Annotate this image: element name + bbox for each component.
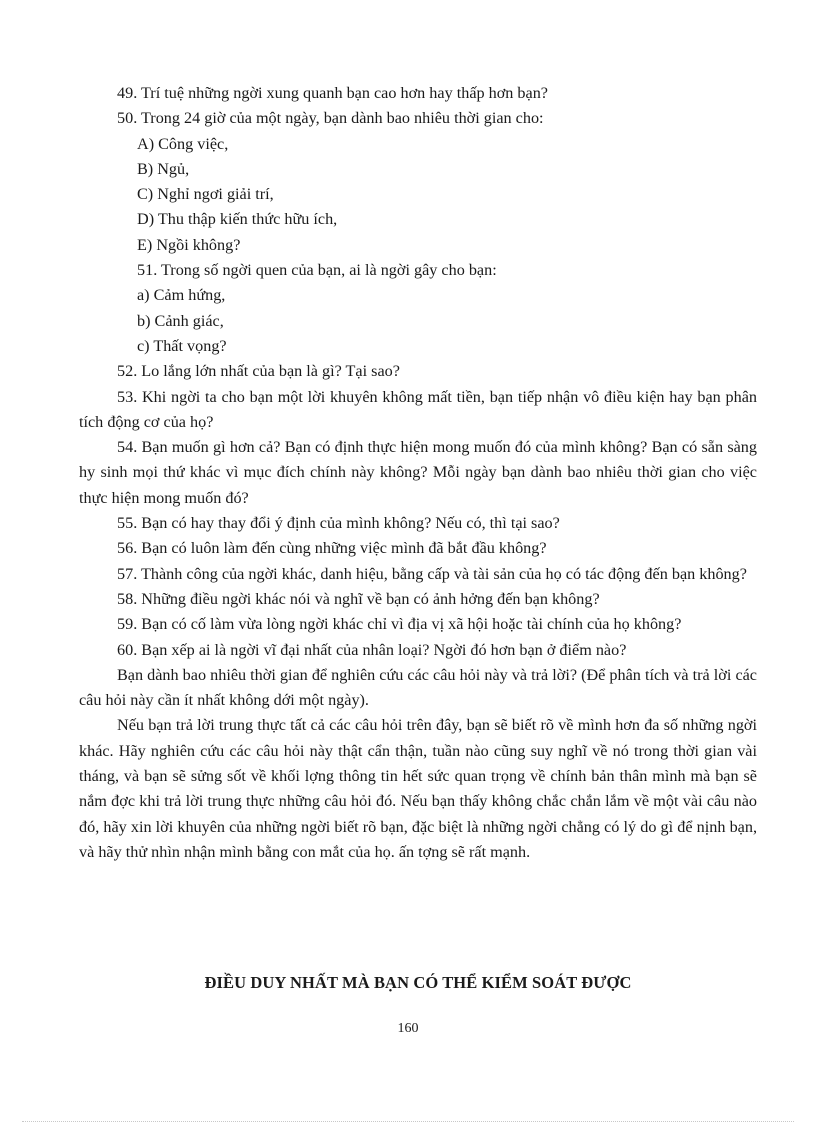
question-49: 49. Trí tuệ những ngời xung quanh bạn cao hơn hay thấp hơn bạn? <box>117 84 548 102</box>
question-51-option-a: a) Cảm hứng, <box>137 286 226 305</box>
paragraph-study-time: Bạn dành bao nhiêu thời gian để nghiên cứu các câu hỏi này và trả lời? (Để phân tích và trả lời các câu hỏi này cần ít nhất không dới một ngày). <box>79 665 757 710</box>
question-50-option-b: B) Ngủ, <box>137 159 190 178</box>
question-56: 56. Bạn có luôn làm đến cùng những việc mình đã bắt đầu không? <box>117 539 547 558</box>
question-50-option-c: C) Nghỉ ngơi giải trí, <box>137 185 274 204</box>
question-57: 57. Thành công của ngời khác, danh hiệu, bằng cấp và tài sản của họ có tác động đến bạn không? <box>117 564 747 583</box>
page-number: 160 <box>397 1021 419 1036</box>
question-50-option-e: E) Ngồi không? <box>137 235 241 254</box>
question-54: 54. Bạn muốn gì hơn cả? Bạn có định thực hiện mong muốn đó của mình không? Bạn có sẵn sàng hy sinh mọi thứ khác vì mục đích chính này không? Mỗi ngày bạn dành bao nhiêu thời gian cho việc thực hiện mong muốn đó? <box>79 438 757 507</box>
question-60: 60. Bạn xếp ai là ngời vĩ đại nhất của nhân loại? Ngời đó hơn bạn ở điểm nào? <box>117 640 627 659</box>
question-50: 50. Trong 24 giờ của một ngày, bạn dành bao nhiêu thời gian cho: <box>117 109 544 128</box>
question-50-option-d: D) Thu thập kiến thức hữu ích, <box>137 210 338 229</box>
question-51-option-b: b) Cảnh giác, <box>137 311 224 330</box>
question-51-option-c: c) Thất vọng? <box>137 336 227 355</box>
document-body <box>79 81 757 865</box>
question-50-option-a: A) Công việc, <box>137 134 229 153</box>
section-heading: ĐIỀU DUY NHẤT MÀ BẠN CÓ THỂ KIỂM SOÁT ĐƯỢC <box>204 973 632 992</box>
question-52: 52. Lo lắng lớn nhất của bạn là gì? Tại sao? <box>117 362 400 381</box>
footer-divider <box>22 1121 794 1122</box>
question-55: 55. Bạn có hay thay đổi ý định của mình không? Nếu có, thì tại sao? <box>117 514 560 533</box>
question-59: 59. Bạn có cố làm vừa lòng ngời khác chỉ vì địa vị xã hội hoặc tài chính của họ không? <box>117 615 682 634</box>
question-53: 53. Khi ngời ta cho bạn một lời khuyên không mất tiền, bạn tiếp nhận vô điều kiện hay bạn phân tích động cơ của họ? <box>79 387 757 431</box>
question-51: 51. Trong số ngời quen của bạn, ai là ngời gây cho bạn: <box>137 261 497 280</box>
question-58: 58. Những điều ngời khác nói và nghĩ về bạn có ảnh hởng đến bạn không? <box>117 589 600 608</box>
paragraph-honest-answers: Nếu bạn trả lời trung thực tất cả các câu hỏi trên đây, bạn sẽ biết rõ về mình hơn đa số những ngời khác. Hãy nghiên cứu các câu hỏi này thật cẩn thận, tuần nào cũng suy nghĩ về nó trong thời gian vài tháng, và bạn sẽ sửng sốt về khối lợng thông tin hết sức quan trọng về chính bản thân mình mà bạn sẽ nắm đợc khi trả lời trung thực những câu hỏi đó. Nếu bạn thấy không chắc chắn lắm về một vài câu nào đó, hãy xin lời khuyên của những ngời biết rõ bạn, đặc biệt là những ngời chẳng có lý do gì để nịnh bạn, và hãy thử nhìn nhận mình bằng con mắt của họ. ấn tợng sẽ rất mạnh. <box>79 716 757 861</box>
